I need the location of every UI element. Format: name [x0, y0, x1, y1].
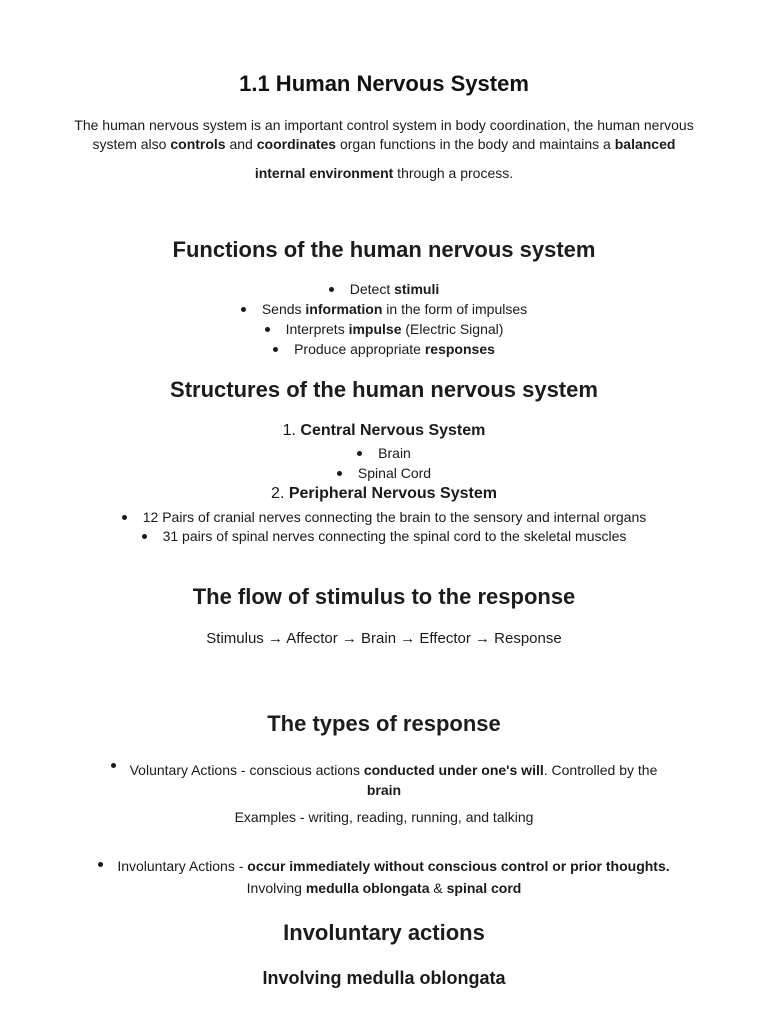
item-text: 31 pairs of spinal nerves connecting the spinal cord to the skeletal muscles [162, 528, 627, 544]
item-text: Detect [349, 281, 395, 297]
bullet-icon [98, 862, 103, 867]
item-text: Sends [261, 301, 306, 317]
list-item [0, 280, 768, 298]
item-text: Voluntary Actions - conscious actions [129, 762, 364, 778]
bullet-icon [241, 307, 246, 312]
item-bold: conducted under one's will [363, 762, 544, 778]
list-item [0, 300, 768, 318]
item-bold: medulla oblongata [305, 880, 430, 896]
page-title: 1.1 Human Nervous System [239, 71, 529, 96]
list-item [0, 320, 768, 338]
types-heading: The types of response [267, 711, 501, 736]
item-bold: responses [424, 341, 495, 357]
flow-heading: The flow of stimulus to the response [192, 584, 576, 609]
item-bold: impulse [348, 321, 402, 337]
cns-number: 1. [282, 422, 301, 439]
intro-text: and [225, 136, 257, 152]
intro-bold-coordinates: coordinates [256, 136, 337, 152]
list-item [0, 464, 768, 482]
item-bold: occur immediately without conscious control or prior thoughts. [247, 858, 670, 874]
intro-text: through a process. [393, 165, 514, 181]
list-item [0, 444, 768, 462]
involuntary-involving [0, 879, 768, 897]
cns-heading [0, 422, 768, 440]
involuntary-section-heading: Involuntary actions [283, 920, 485, 945]
bullet-icon [111, 763, 116, 768]
list-item [0, 340, 768, 358]
list-item [0, 857, 768, 875]
involuntary-subheading: Involving medulla oblongata [262, 968, 506, 988]
voluntary-examples: Examples - writing, reading, running, and talking [234, 809, 534, 825]
list-item [0, 527, 768, 545]
functions-heading: Functions of the human nervous system [172, 237, 596, 262]
pns-number: 2. [271, 485, 289, 502]
item-bold: spinal cord [446, 880, 522, 896]
item-text: in the form of impulses [382, 301, 528, 317]
item-text: Involuntary Actions - [117, 858, 248, 874]
item-text: Interprets [285, 321, 349, 337]
intro-line-3 [0, 164, 768, 182]
bullet-icon [273, 347, 278, 352]
bullet-icon [329, 287, 334, 292]
intro-text: system also [92, 136, 171, 152]
bullet-icon [142, 534, 147, 539]
item-text: Brain [378, 445, 411, 461]
item-text: Produce appropriate [294, 341, 425, 357]
item-text: 12 Pairs of cranial nerves connecting the brain to the sensory and internal organs [142, 509, 647, 525]
cns-label: Central Nervous System [300, 422, 486, 439]
pns-heading [0, 485, 768, 503]
intro-bold-controls: controls [170, 136, 226, 152]
bullet-icon [122, 515, 127, 520]
flow-text: Stimulus → Affector → Brain → Effector → Response [206, 630, 562, 647]
item-text: Spinal Cord [357, 465, 432, 481]
item-text: (Electric Signal) [401, 321, 504, 337]
intro-text: organ functions in the body and maintains a [336, 136, 615, 152]
bullet-icon [337, 471, 342, 476]
item-bold: information [305, 301, 383, 317]
item-text: . Controlled by the [543, 762, 658, 778]
structures-heading: Structures of the human nervous system [170, 377, 598, 402]
item-bold: stimuli [394, 281, 440, 297]
intro-line-1: The human nervous system is an important control system in body coordination, the human nervous [74, 117, 694, 133]
bullet-icon [265, 327, 270, 332]
voluntary-brain [0, 781, 768, 799]
pns-label: Peripheral Nervous System [288, 485, 497, 502]
item-text: & [429, 880, 447, 896]
intro-bold-balanced: balanced [614, 136, 676, 152]
bullet-icon [357, 451, 362, 456]
item-bold: brain [366, 782, 402, 798]
list-item [0, 761, 768, 779]
item-text: Involving [246, 880, 306, 896]
intro-bold-internal-environment: internal environment [254, 165, 394, 181]
intro-line-2 [0, 135, 768, 153]
list-item [0, 508, 768, 526]
